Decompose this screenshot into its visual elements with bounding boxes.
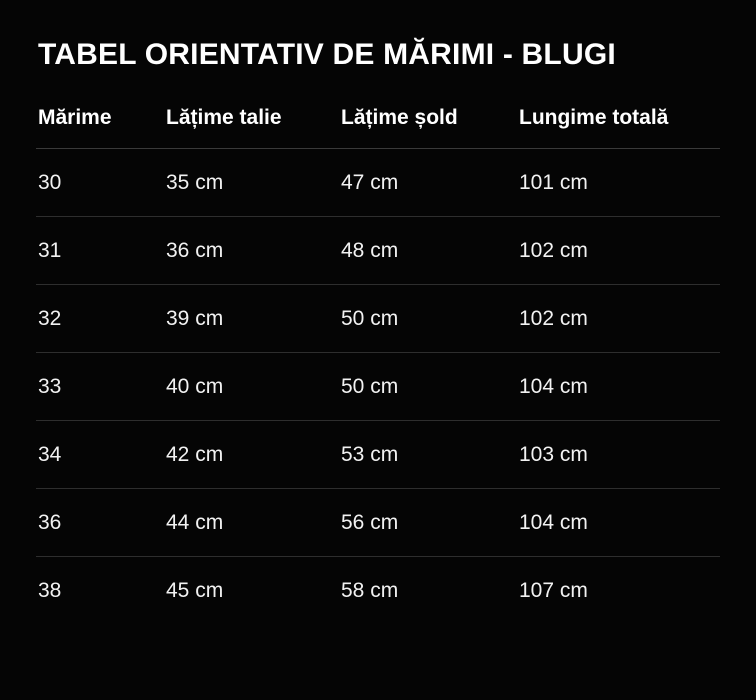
cell-hip-width: 56 cm xyxy=(339,489,517,557)
cell-waist-width: 36 cm xyxy=(164,217,339,285)
column-header-hip-width: Lățime șold xyxy=(339,106,517,149)
table-header-row xyxy=(36,106,720,149)
table-header xyxy=(36,106,720,149)
cell-total-length: 102 cm xyxy=(517,285,720,353)
cell-waist-width: 44 cm xyxy=(164,489,339,557)
cell-size: 33 xyxy=(36,353,164,421)
table-body xyxy=(36,149,720,625)
cell-waist-width: 45 cm xyxy=(166,579,224,602)
table-row xyxy=(36,217,720,285)
table-row xyxy=(36,285,720,353)
column-header-waist-width: Lățime talie xyxy=(164,106,339,149)
cell-total-length: 102 cm xyxy=(517,217,720,285)
cell-waist-width: 39 cm xyxy=(164,285,339,353)
cell-hip-width: 53 cm xyxy=(339,421,517,489)
cell-hip-width: 48 cm xyxy=(339,217,517,285)
table-row xyxy=(36,353,720,421)
cell-size: 30 xyxy=(36,149,164,217)
cell-size: 31 xyxy=(36,217,164,285)
cell-hip-width: 50 cm xyxy=(339,353,517,421)
cell-hip-width: 58 cm xyxy=(341,579,399,602)
cell-total-length: 107 cm xyxy=(519,579,588,602)
cell-total-length: 104 cm xyxy=(517,353,720,421)
cell-size: 32 xyxy=(36,285,164,353)
cell-hip-width: 50 cm xyxy=(339,285,517,353)
table-row xyxy=(36,421,720,489)
cell-hip-width: 47 cm xyxy=(339,149,517,217)
cell-total-length: 104 cm xyxy=(517,489,720,557)
cell-waist-width: 35 cm xyxy=(164,149,339,217)
cell-total-length: 101 cm xyxy=(517,149,720,217)
cell-size: 34 xyxy=(36,421,164,489)
cell-size: 36 xyxy=(36,489,164,557)
table-row xyxy=(36,489,720,557)
table-row xyxy=(36,149,720,217)
cell-waist-width: 42 cm xyxy=(164,421,339,489)
cell-total-length: 103 cm xyxy=(517,421,720,489)
table-row xyxy=(36,557,720,625)
page-title: TABEL ORIENTATIV DE MĂRIMI - BLUGI xyxy=(38,38,616,71)
column-header-size: Mărime xyxy=(36,106,164,149)
cell-size: 38 xyxy=(38,579,62,602)
size-table xyxy=(36,106,720,624)
column-header-total-length: Lungime totală xyxy=(517,106,720,149)
cell-waist-width: 40 cm xyxy=(164,353,339,421)
